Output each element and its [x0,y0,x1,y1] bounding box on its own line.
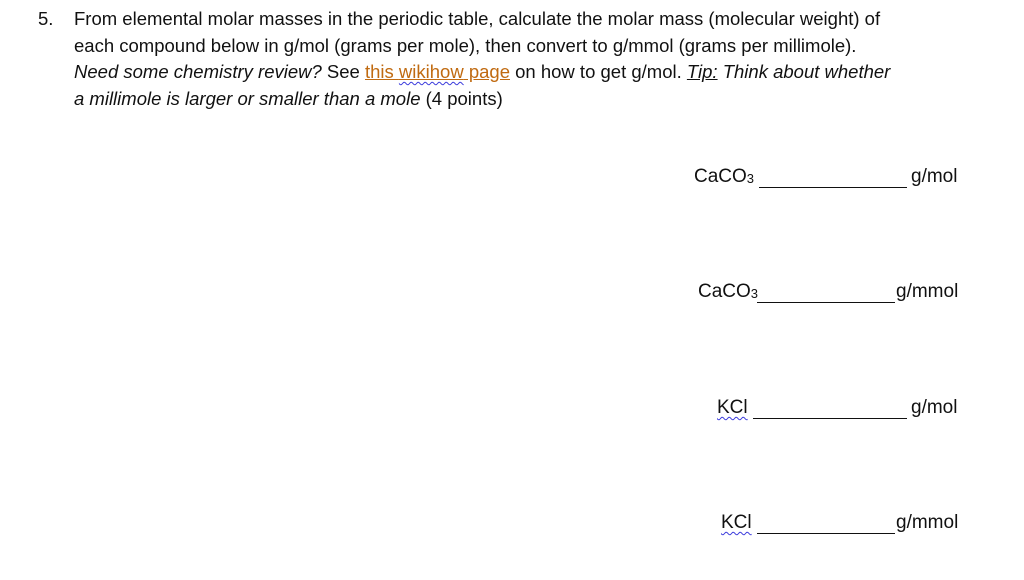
tip-label: Tip: [686,61,718,82]
formula-kcl: KCl [721,512,752,533]
unit-label: g/mol [911,397,958,418]
question-number: 5. [38,8,54,29]
unit-label: g/mmol [896,512,959,533]
formula-caco3: CaCO$_3$ [698,281,759,302]
question-line-3 [74,59,994,86]
question-line-4 [74,86,994,113]
review-prompt: Need some chemistry review? [74,61,322,82]
see-text: See [321,61,365,82]
formula-kcl: KCl [717,397,748,418]
tip-text-2: a millimole is larger or smaller than a mole [74,87,421,109]
after-link-text: on how to get g/mol. [510,61,687,82]
wikihow-link[interactable]: this wikihow page [364,61,510,82]
question-text [74,6,994,112]
points-text: (4 points) [420,87,503,109]
formula-caco3: CaCO$_3$ [694,166,755,187]
answer-blank[interactable] [753,418,907,419]
unit-label: g/mol [911,166,958,187]
question-line-2: each compound below in g/mol (grams per mole), then convert to g/mmol (grams per millimole). [74,34,857,56]
tip-text-1: Think about whether [717,61,891,82]
question-line-1: From elemental molar masses in the periodic table, calculate the molar mass (molecular weight) of [74,8,881,29]
answer-blank[interactable] [757,302,895,303]
answer-blank[interactable] [759,187,907,188]
answer-blank[interactable] [757,533,895,534]
unit-label: g/mmol [896,281,959,302]
